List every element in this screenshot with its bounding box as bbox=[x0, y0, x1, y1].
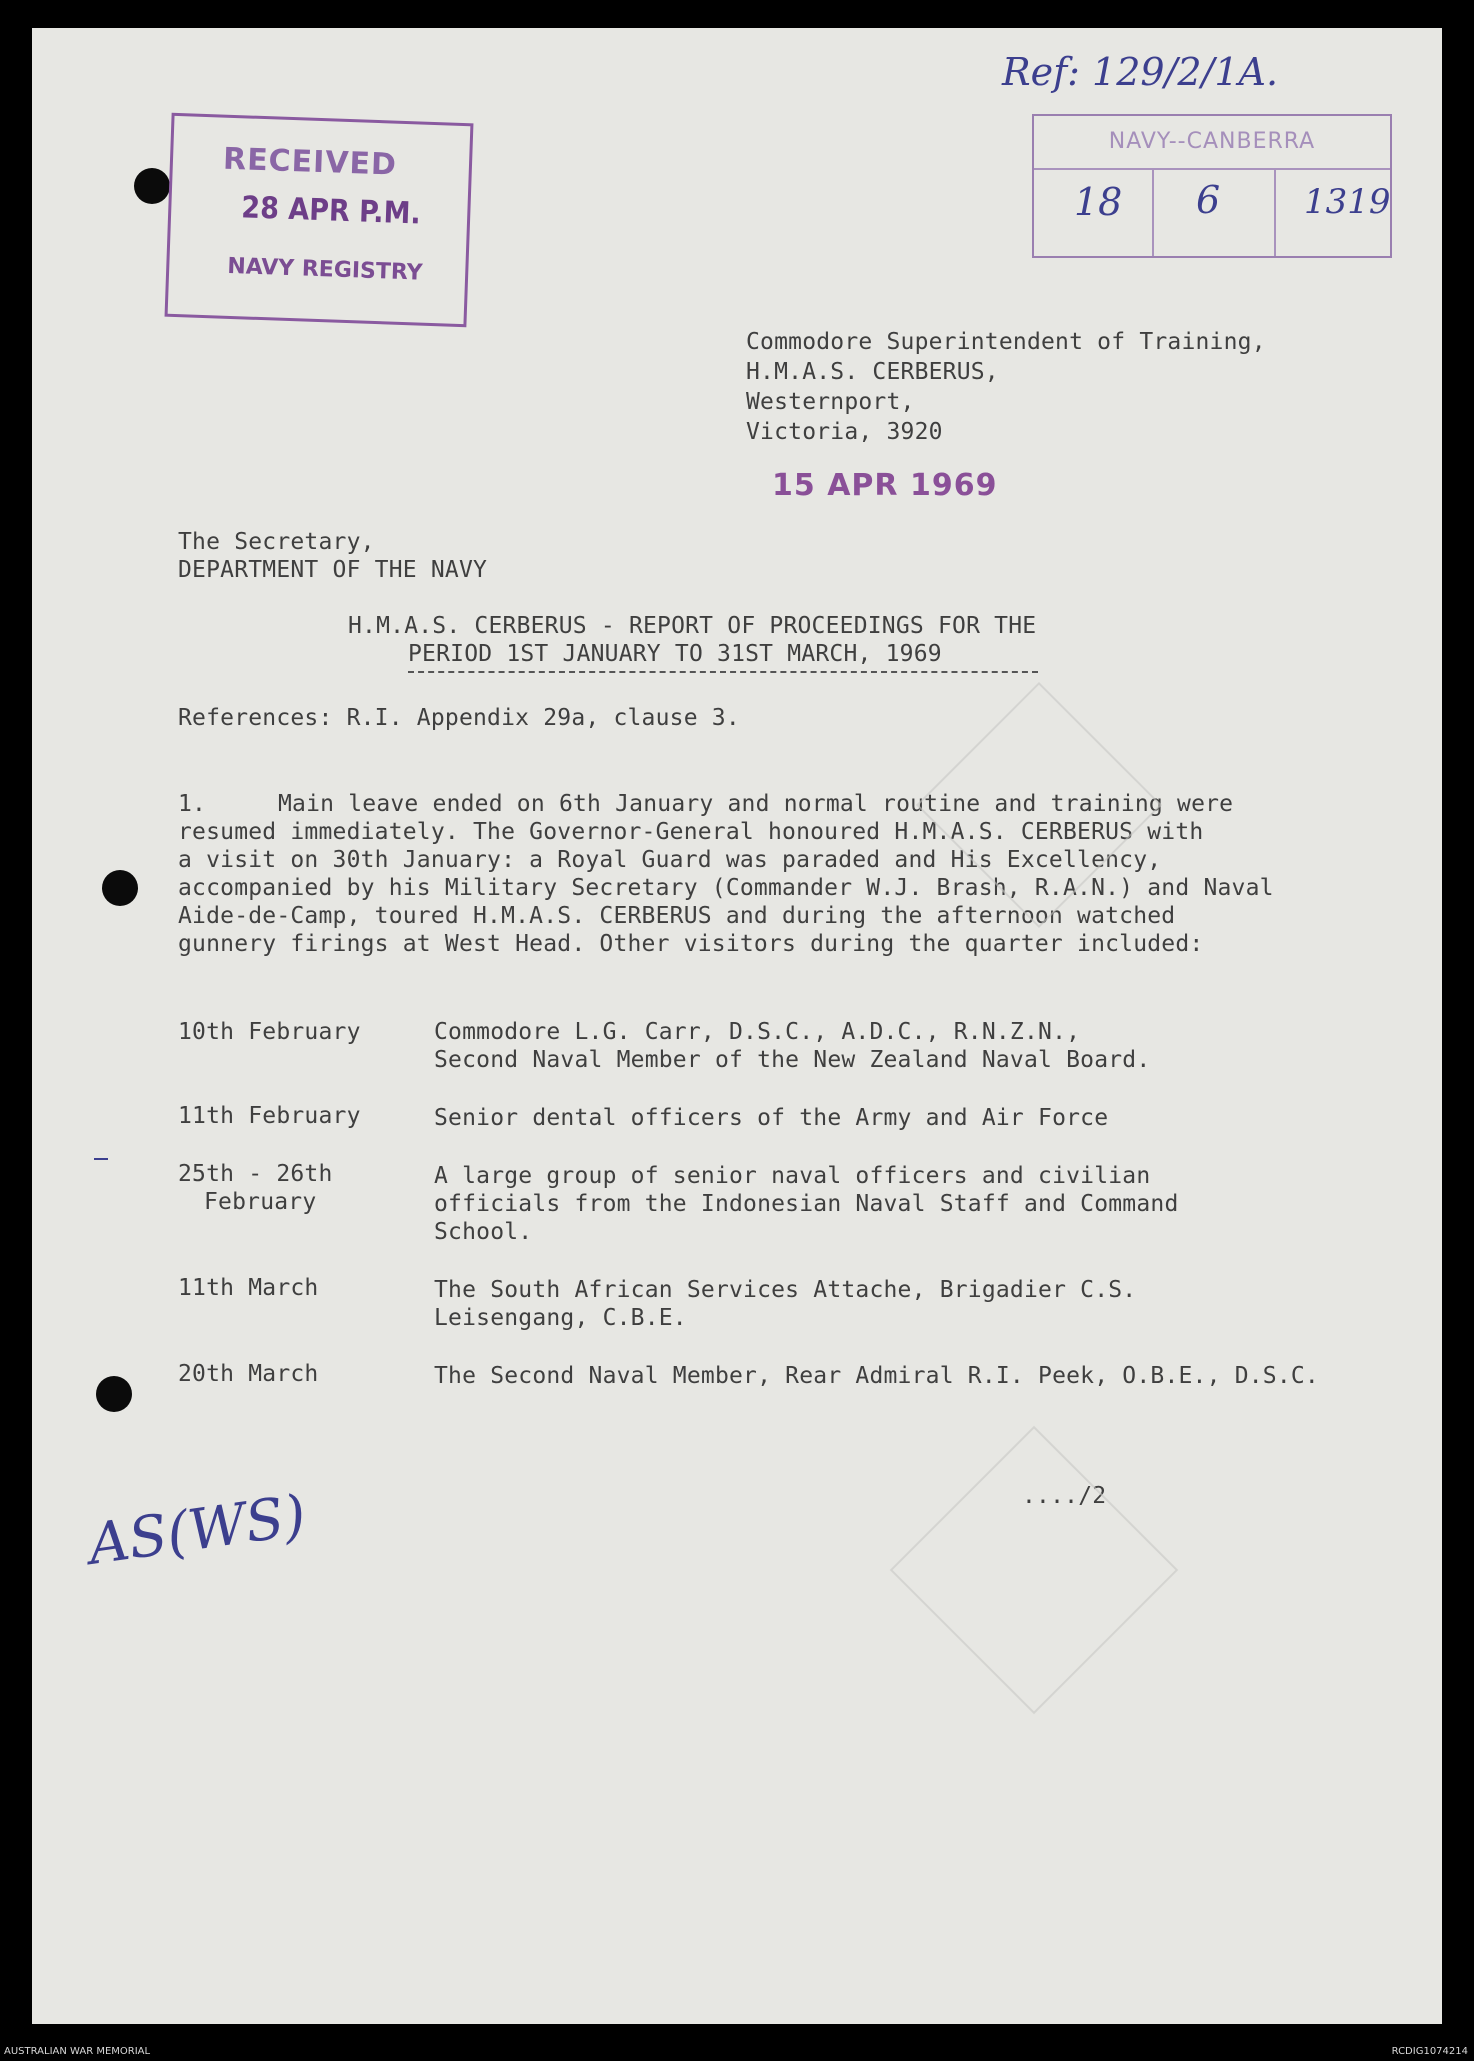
paragraph-line: a visit on 30th January: a Royal Guard was paraded and His Excellency, bbox=[178, 847, 1162, 873]
received-stamp-line1: RECEIVED bbox=[222, 141, 398, 183]
visitor-description: A large group of senior naval officers and civilian bbox=[434, 1163, 1151, 1189]
punch-hole bbox=[96, 1376, 132, 1412]
document-page bbox=[32, 28, 1442, 2024]
visitor-date: February bbox=[204, 1189, 317, 1215]
paragraph-line: Main leave ended on 6th January and normal routine and training were bbox=[278, 791, 1234, 817]
continuation-marker: ..../2 bbox=[1022, 1483, 1107, 1509]
registry-stamp bbox=[1032, 114, 1392, 258]
subject-underline bbox=[408, 671, 1038, 673]
visitor-description: The Second Naval Member, Rear Admiral R.I. Peek, O.B.E., D.S.C. bbox=[434, 1363, 1319, 1389]
punch-hole bbox=[102, 870, 138, 906]
visitor-description: School. bbox=[434, 1219, 533, 1245]
addressee-line-1: The Secretary, bbox=[178, 529, 375, 555]
footer-left: AUSTRALIAN WAR MEMORIAL bbox=[4, 2046, 151, 2057]
registry-cell-3: 1319 bbox=[1304, 182, 1391, 222]
references-line: References: R.I. Appendix 29a, clause 3. bbox=[178, 705, 740, 731]
date-stamp: 15 APR 1969 bbox=[772, 468, 998, 503]
received-stamp-registry: NAVY REGISTRY bbox=[226, 253, 423, 286]
addressee-line-2: DEPARTMENT OF THE NAVY bbox=[178, 557, 488, 583]
visitor-description: officials from the Indonesian Naval Staff and Command bbox=[434, 1191, 1179, 1217]
sender-line-3: Westernport, bbox=[746, 389, 915, 415]
ref-handwriting: Ref: 129/2/1A. bbox=[1002, 50, 1279, 94]
received-stamp-date: 28 APR P.M. bbox=[240, 190, 422, 232]
visitor-date: 11th February bbox=[178, 1103, 361, 1129]
subject-line-1: H.M.A.S. CERBERUS - REPORT OF PROCEEDINGS FOR THE bbox=[348, 613, 1037, 639]
visitor-description: The South African Services Attache, Brigadier C.S. bbox=[434, 1277, 1137, 1303]
paragraph-line: resumed immediately. The Governor-General honoured H.M.A.S. CERBERUS with bbox=[178, 819, 1204, 845]
paragraph-line: gunnery firings at West Head. Other visitors during the quarter included: bbox=[178, 931, 1204, 957]
subject-line-2: PERIOD 1ST JANUARY TO 31ST MARCH, 1969 bbox=[408, 641, 942, 667]
visitor-date: 20th March bbox=[178, 1361, 319, 1387]
received-stamp bbox=[165, 113, 474, 327]
visitor-description: Leisengang, C.B.E. bbox=[434, 1305, 687, 1331]
paragraph-line: accompanied by his Military Secretary (Commander W.J. Brash, R.A.N.) and Naval bbox=[178, 875, 1274, 901]
registry-cell-2: 6 bbox=[1196, 178, 1221, 222]
visitor-description: Second Naval Member of the New Zealand Naval Board. bbox=[434, 1047, 1151, 1073]
visitor-date: 10th February bbox=[178, 1019, 361, 1045]
visitor-description: Senior dental officers of the Army and Air Force bbox=[434, 1105, 1109, 1131]
margin-mark bbox=[94, 1158, 108, 1160]
registry-stamp-header: NAVY--CANBERRA bbox=[1034, 116, 1390, 170]
sender-line-2: H.M.A.S. CERBERUS, bbox=[746, 359, 999, 385]
handwritten-note: AS(WS) bbox=[84, 1483, 310, 1578]
emboss-seal bbox=[890, 1426, 1178, 1714]
paragraph-line: Aide-de-Camp, toured H.M.A.S. CERBERUS and during the afternoon watched bbox=[178, 903, 1176, 929]
registry-cell-1: 18 bbox=[1074, 180, 1123, 224]
punch-hole bbox=[134, 168, 170, 204]
visitor-date: 25th - 26th bbox=[178, 1161, 333, 1187]
sender-line-4: Victoria, 3920 bbox=[746, 419, 943, 445]
sender-line-1: Commodore Superintendent of Training, bbox=[746, 329, 1266, 355]
visitor-date: 11th March bbox=[178, 1275, 319, 1301]
paragraph-number: 1. bbox=[178, 791, 207, 817]
footer-right: RCDIG1074214 bbox=[1391, 2046, 1468, 2057]
visitor-description: Commodore L.G. Carr, D.S.C., A.D.C., R.N.Z.N., bbox=[434, 1019, 1081, 1045]
